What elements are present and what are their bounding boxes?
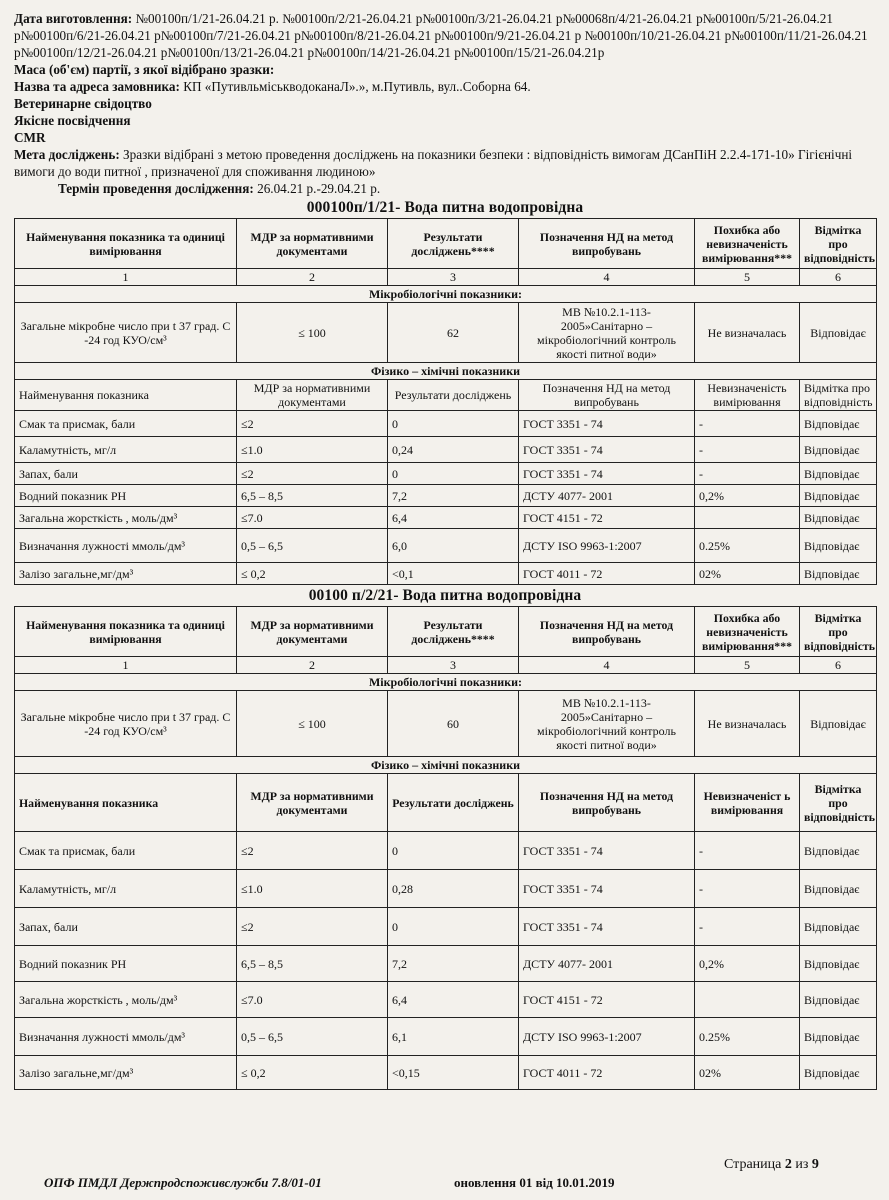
table-row: Загальна жорсткість , моль/дм³ ≤7.0 6,4 ГОСТ 4151 - 72 Відповідає (15, 507, 877, 529)
table-row: Загальна жорсткість , моль/дм³ ≤7.0 6,4 ГОСТ 4151 - 72 Відповідає (15, 982, 877, 1018)
subheader-phys: Фізико – хімічні показники (15, 363, 877, 380)
footer-org: ОПФ ПМДЛ Держпродспоживслужби 7.8/01-01 (44, 1175, 322, 1190)
table-row: Залізо загальне,мг/дм³ ≤ 0,2 <0,1 ГОСТ 4011 - 72 02% Відповідає (15, 563, 877, 585)
cmr: CMR (14, 130, 46, 145)
col-header-method: Позначення НД на метод випробувань (519, 607, 695, 657)
col-header-name: Найменування показника та одиниці вимірювання (15, 219, 237, 269)
table-row: Смак та присмак, бали ≤2 0 ГОСТ 3351 - 74 - Відповідає (15, 832, 877, 870)
table-row: Смак та присмак, бали ≤2 0 ГОСТ 3351 - 74 - Відповідає (15, 411, 877, 437)
results-table (14, 218, 877, 585)
column-numbers: 1 2 3 4 5 6 (15, 269, 877, 286)
col-header-mdr: МДР за нормативними документами (237, 607, 388, 657)
quality-certificate: Якісне посвідчення (14, 113, 131, 128)
col-header-error: Похибка або невизначеність вимірювання*** (695, 607, 800, 657)
table-row: Запах, бали ≤2 0 ГОСТ 3351 - 74 - Відповідає (15, 463, 877, 485)
table-header (15, 607, 877, 657)
table-row: Залізо загальне,мг/дм³ ≤ 0,2 <0,15 ГОСТ 4011 - 72 02% Відповідає (15, 1056, 877, 1090)
results-table (14, 606, 877, 1090)
col-header-result: Результати досліджень**** (388, 607, 519, 657)
col-header-mdr: МДР за нормативними документами (237, 219, 388, 269)
table-row: Запах, бали ≤2 0 ГОСТ 3351 - 74 - Відповідає (15, 908, 877, 946)
vet-certificate: Ветеринарне свідоцтво (14, 96, 152, 111)
research-goal: Мета досліджень: Зразки відібрані з метою проведення досліджень на показники безпеки : відповідність вимогам ДСанПіН 2.2.4-171-10» Гігієнічні вимоги до води питної , призначеної для споживання людиною» (14, 147, 853, 179)
table-row: Визначання лужності ммоль/дм³ 0,5 – 6,5 6,0 ДСТУ ISO 9963-1:2007 0.25% Відповідає (15, 529, 877, 563)
subheader-micro: Мікробіологічні показники: (15, 286, 877, 303)
production-date: Дата виготовлення: №00100п/1/21-26.04.21 р. №00100п/2/21-26.04.21 р№00100п/3/21-26.04.21 р№00068п/4/21-26.04.21 р№00100п/5/21-26.04.21 р№00100п/6/21-26.04.21 р№00100п/7/21-26.04.21 р№00100п/8/21-26.04.21 р№00100п/9/21-26.04.21 р №00100п/10/21-26.04.21 р№00100п/11/21-26.04.21 р№00100п/12/21-26.04.21 р№00100п/13/21-26.04.21 р№00100п/14/21-26.04.21 р№00100п/15/21-26.04.21р (14, 11, 868, 60)
col-header-method: Позначення НД на метод випробувань (519, 219, 695, 269)
column-numbers: 1 2 3 4 5 6 (15, 657, 877, 674)
table-row: Каламутність, мг/л ≤1.0 0,24 ГОСТ 3351 - 74 - Відповідає (15, 437, 877, 463)
col-header-error: Похибка або невизначеність вимірювання*** (695, 219, 800, 269)
table-row: Водний показник РН 6,5 – 8,5 7,2 ДСТУ 4077- 2001 0,2% Відповідає (15, 485, 877, 507)
subheader-phys: Фізико – хімічні показники (15, 757, 877, 774)
col-header-mark: Відмітка про відповідність (800, 607, 877, 657)
col-header-mark: Відмітка про відповідність (800, 219, 877, 269)
table-header (15, 219, 877, 269)
page-number: Страница 2 из 9 (724, 1157, 819, 1172)
phys-header: Найменування показника МДР за нормативними документами Результати досліджень Позначення НД на метод випробувань Невизначеніст ь вимірювання Відмітка про відповідність (15, 774, 877, 832)
table-row: Водний показник РН 6,5 – 8,5 7,2 ДСТУ 4077- 2001 0,2% Відповідає (15, 946, 877, 982)
section-title: 00100 п/2/21- Вода питна водопровідна (308, 587, 582, 604)
table-row: Каламутність, мг/л ≤1.0 0,28 ГОСТ 3351 - 74 - Відповідає (15, 870, 877, 908)
table-row: Загальне мікробне число при t 37 град. С -24 год КУО/см³ ≤ 100 62 МВ №10.2.1-113-2005»Санітарно – мікробіологічний контроль якості питної води» Не визначалась Відповідає (15, 303, 877, 363)
research-term: Термін проведення дослідження: 26.04.21 р.-29.04.21 р. (58, 181, 381, 196)
section-title: 000100п/1/21- Вода питна водопровідна (306, 199, 584, 216)
col-header-result: Результати досліджень**** (388, 219, 519, 269)
col-header-name: Найменування показника та одиниці вимірювання (15, 607, 237, 657)
table-row: Загальне мікробне число при t 37 град. С -24 год КУО/см³ ≤ 100 60 МВ №10.2.1-113-2005»Санітарно – мікробіологічний контроль якості питної води» Не визначалась Відповідає (15, 691, 877, 757)
footer-revision: оновлення 01 від 10.01.2019 (454, 1175, 615, 1190)
batch-mass: Маса (об'єм) партії, з якої відібрано зразки: (14, 62, 275, 77)
phys-header: Найменування показника МДР за нормативними документами Результати досліджень Позначення НД на метод випробувань Невизначеність вимірювання Відмітка про відповідність (15, 380, 877, 411)
subheader-micro: Мікробіологічні показники: (15, 674, 877, 691)
document-page (14, 10, 876, 1090)
customer: Назва та адреса замовника: КП «ПутивльміськводоканаЛ».», м.Путивль, вул..Соборна 64. (14, 79, 531, 94)
meta-block (14, 10, 876, 197)
table-row: Визначання лужності ммоль/дм³ 0,5 – 6,5 6,1 ДСТУ ISO 9963-1:2007 0.25% Відповідає (15, 1018, 877, 1056)
